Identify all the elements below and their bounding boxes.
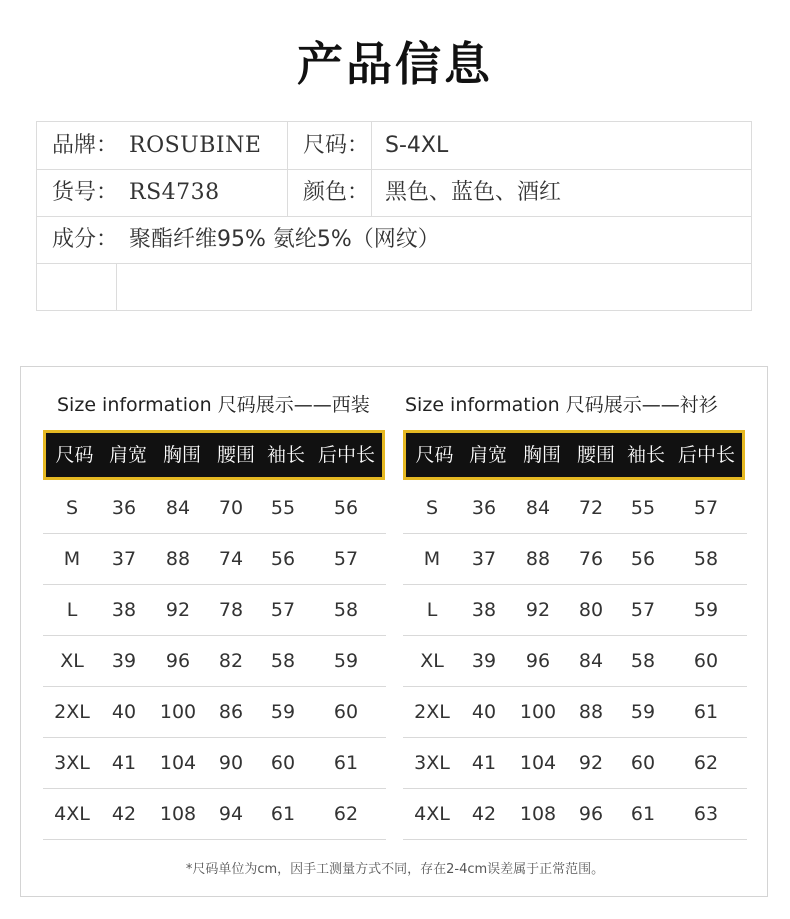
table-cell: 58 <box>333 599 359 621</box>
table-row <box>43 483 386 534</box>
table-cell: 96 <box>165 650 191 672</box>
table-cell: 58 <box>270 650 296 672</box>
table-cell: 38 <box>471 599 497 621</box>
table-row <box>403 483 747 534</box>
table-row <box>43 687 386 738</box>
table-cell: 74 <box>218 548 244 570</box>
header-shoulder: 肩宽 <box>468 444 507 466</box>
brand-label: 品牌： <box>52 133 119 158</box>
divider <box>116 263 117 311</box>
table-cell: 59 <box>270 701 296 723</box>
table-row <box>403 534 747 585</box>
table-cell: XL <box>420 650 444 672</box>
table-cell: 36 <box>111 497 137 519</box>
table-cell: 61 <box>693 701 719 723</box>
table-cell: 90 <box>218 752 244 774</box>
divider <box>287 122 288 216</box>
table-row <box>43 789 386 840</box>
table-cell: 57 <box>270 599 296 621</box>
table-cell: 56 <box>630 548 656 570</box>
table-cell: 55 <box>630 497 656 519</box>
table-row <box>43 636 386 687</box>
header-back-length: 后中长 <box>317 444 375 466</box>
table-cell: 37 <box>471 548 497 570</box>
header-chest: 胸围 <box>522 444 561 466</box>
table-cell: 58 <box>630 650 656 672</box>
table-cell: 3XL <box>414 752 450 774</box>
table-cell: 86 <box>218 701 244 723</box>
table-row <box>403 687 747 738</box>
table-cell: 56 <box>270 548 296 570</box>
header-waist: 腰围 <box>216 444 255 466</box>
table-cell: 84 <box>165 497 191 519</box>
size-range-label: 尺码： <box>303 133 370 158</box>
header-sleeve: 袖长 <box>266 444 305 466</box>
table-cell: XL <box>60 650 84 672</box>
table-row <box>403 789 747 840</box>
table-cell: 96 <box>525 650 551 672</box>
table-cell: 41 <box>471 752 497 774</box>
table-cell: 72 <box>578 497 604 519</box>
table-cell: 92 <box>578 752 604 774</box>
header-chest: 胸围 <box>162 444 201 466</box>
table-cell: 104 <box>159 752 197 774</box>
table-cell: 80 <box>578 599 604 621</box>
table-cell: 61 <box>270 803 296 825</box>
table-cell: 82 <box>218 650 244 672</box>
table-cell: 41 <box>111 752 137 774</box>
table-cell: 88 <box>578 701 604 723</box>
table-row <box>403 738 747 789</box>
table-cell: 84 <box>578 650 604 672</box>
table-cell: L <box>66 599 78 621</box>
table-cell: 60 <box>333 701 359 723</box>
table-row <box>43 534 386 585</box>
shirt-size-heading: Size information 尺码展示——衬衫 <box>405 394 718 416</box>
table-row <box>403 636 747 687</box>
table-cell: 2XL <box>54 701 90 723</box>
table-cell: 100 <box>519 701 557 723</box>
table-cell: 62 <box>333 803 359 825</box>
divider <box>37 263 751 264</box>
item-no-value: RS4738 <box>129 180 220 205</box>
table-cell: 38 <box>111 599 137 621</box>
table-cell: 62 <box>693 752 719 774</box>
table-cell: 78 <box>218 599 244 621</box>
row-divider <box>43 839 386 840</box>
table-cell: 59 <box>693 599 719 621</box>
brand-value: ROSUBINE <box>129 133 262 158</box>
page-title: 产品信息 <box>297 37 493 91</box>
table-cell: 42 <box>111 803 137 825</box>
table-cell: 42 <box>471 803 497 825</box>
table-cell: 40 <box>111 701 137 723</box>
table-cell: 94 <box>218 803 244 825</box>
material-value: 聚酯纤维95% 氨纶5%（网纹） <box>129 227 440 252</box>
suit-table-header <box>43 430 385 480</box>
table-cell: 37 <box>111 548 137 570</box>
header-sleeve: 袖长 <box>626 444 665 466</box>
product-info-table <box>36 121 752 311</box>
footnote: *尺码单位为cm，因手工测量方式不同，存在2-4cm误差属于正常范围。 <box>185 862 605 877</box>
row-divider <box>403 839 747 840</box>
table-cell: 104 <box>519 752 557 774</box>
table-cell: M <box>63 548 81 570</box>
header-size: 尺码 <box>55 444 94 466</box>
divider <box>371 122 372 216</box>
table-cell: 4XL <box>54 803 90 825</box>
table-cell: 59 <box>630 701 656 723</box>
table-cell: 57 <box>630 599 656 621</box>
suit-size-heading: Size information 尺码展示——西装 <box>57 394 370 416</box>
header-waist: 腰围 <box>576 444 615 466</box>
table-row <box>43 738 386 789</box>
table-cell: 57 <box>333 548 359 570</box>
table-cell: 88 <box>165 548 191 570</box>
table-cell: 59 <box>333 650 359 672</box>
size-range-value: S-4XL <box>385 133 449 158</box>
color-label: 颜色： <box>303 180 370 205</box>
table-cell: 60 <box>693 650 719 672</box>
table-cell: 60 <box>270 752 296 774</box>
table-cell: 88 <box>525 548 551 570</box>
table-cell: 92 <box>525 599 551 621</box>
header-shoulder: 肩宽 <box>108 444 147 466</box>
table-cell: 61 <box>630 803 656 825</box>
table-row <box>43 585 386 636</box>
header-back-length: 后中长 <box>677 444 735 466</box>
table-row <box>403 585 747 636</box>
shirt-table-header <box>403 430 745 480</box>
material-label: 成分： <box>52 227 119 252</box>
header-size: 尺码 <box>415 444 454 466</box>
table-cell: 60 <box>630 752 656 774</box>
table-cell: 2XL <box>414 701 450 723</box>
table-cell: 58 <box>693 548 719 570</box>
table-cell: S <box>65 497 79 519</box>
table-cell: L <box>426 599 438 621</box>
table-cell: 70 <box>218 497 244 519</box>
table-cell: 3XL <box>54 752 90 774</box>
table-cell: 96 <box>578 803 604 825</box>
table-cell: 63 <box>693 803 719 825</box>
table-cell: 4XL <box>414 803 450 825</box>
table-cell: 39 <box>471 650 497 672</box>
table-cell: 57 <box>693 497 719 519</box>
table-cell: S <box>425 497 439 519</box>
table-cell: 76 <box>578 548 604 570</box>
table-cell: 84 <box>525 497 551 519</box>
table-cell: 100 <box>159 701 197 723</box>
table-cell: 108 <box>519 803 557 825</box>
table-cell: M <box>423 548 441 570</box>
table-cell: 55 <box>270 497 296 519</box>
table-cell: 92 <box>165 599 191 621</box>
table-cell: 39 <box>111 650 137 672</box>
color-value: 黑色、蓝色、酒红 <box>385 180 562 205</box>
table-cell: 108 <box>159 803 197 825</box>
table-cell: 36 <box>471 497 497 519</box>
table-cell: 40 <box>471 701 497 723</box>
item-no-label: 货号： <box>52 180 119 205</box>
table-cell: 61 <box>333 752 359 774</box>
table-cell: 56 <box>333 497 359 519</box>
